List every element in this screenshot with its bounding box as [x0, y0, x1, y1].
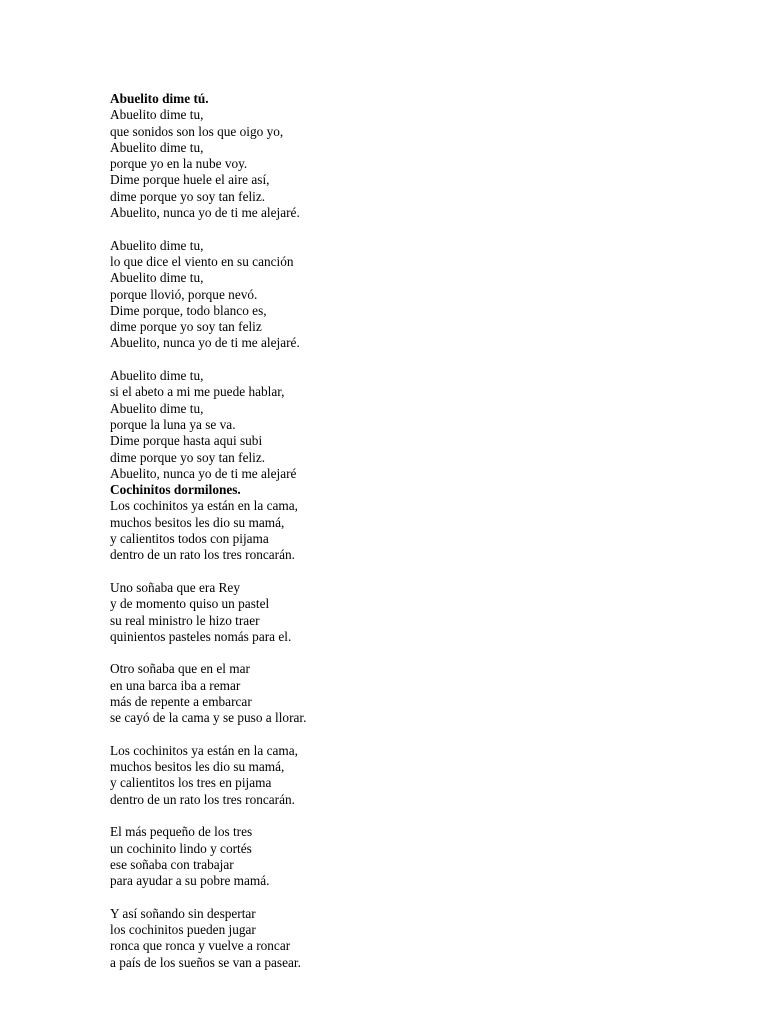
poem-line: Abuelito dime tu, — [110, 237, 204, 253]
document-page — [110, 91, 670, 971]
blank-line — [110, 727, 670, 743]
poem-line: El más pequeño de los tres — [110, 824, 253, 840]
blank-line — [110, 808, 670, 824]
poem-line: su real ministro le hizo traer — [110, 612, 260, 628]
poem-line: y calientitos los tres en pijama — [110, 775, 272, 791]
poem-line: Dime porque, todo blanco es, — [110, 302, 267, 318]
poem-line: Uno soñaba que era Rey — [110, 579, 240, 595]
poem-line: los cochinitos pueden jugar — [110, 922, 256, 938]
poem-line: ese soñaba con trabajar — [110, 856, 234, 872]
poem-line: dentro de un rato los tres roncarán. — [110, 547, 295, 563]
poem-line: Abuelito dime tu, — [110, 107, 204, 123]
poem-line: si el abeto a mi me puede hablar, — [110, 384, 285, 400]
poem-line: quinientos pasteles nomás para el. — [110, 628, 292, 644]
poem-line: Los cochinitos ya están en la cama, — [110, 742, 298, 758]
poem-line: más de repente a embarcar — [110, 693, 252, 709]
poem-line: porque la luna ya se va. — [110, 416, 236, 432]
blank-line — [110, 352, 670, 368]
poem-line: se cayó de la cama y se puso a llorar. — [110, 710, 307, 726]
poem-line: dime porque yo soy tan feliz. — [110, 449, 266, 465]
poem-line: dime porque yo soy tan feliz — [110, 319, 262, 335]
poem-line: para ayudar a su pobre mamá. — [110, 873, 270, 889]
poem-line: Dime porque huele el aire así, — [110, 172, 270, 188]
poem-line: muchos besitos les dio su mamá, — [110, 514, 285, 530]
poem-line: muchos besitos les dio su mamá, — [110, 759, 285, 775]
poem-title: Abuelito dime tú. — [110, 91, 209, 106]
poem-line: que sonidos son los que oigo yo, — [110, 123, 284, 139]
poem-line: en una barca iba a remar — [110, 677, 241, 693]
poem-line: Abuelito, nunca yo de ti me alejaré. — [110, 205, 300, 221]
poem-line: Abuelito dime tu, — [110, 368, 204, 384]
poem-line: dime porque yo soy tan feliz. — [110, 188, 266, 204]
poem-line: Abuelito, nunca yo de ti me alejaré. — [110, 335, 300, 351]
poem-line: a país de los sueños se van a pasear. — [110, 954, 301, 970]
poem-line: y de momento quiso un pastel — [110, 596, 270, 612]
poem-title: Cochinitos dormilones. — [110, 482, 241, 498]
poem-line: Otro soñaba que en el mar — [110, 661, 250, 677]
poem-line: Abuelito dime tu, — [110, 270, 204, 286]
poem-line: Abuelito dime tu, — [110, 400, 204, 416]
poem-line: Y así soñando sin despertar — [110, 905, 256, 921]
poem-line: Dime porque hasta aqui subi — [110, 433, 263, 449]
poem-line: dentro de un rato los tres roncarán. — [110, 791, 295, 807]
blank-line — [110, 645, 670, 661]
poem-line: porque llovió, porque nevó. — [110, 286, 258, 302]
blank-line — [110, 221, 670, 237]
poem-line: Abuelito, nunca yo de ti me alejaré — [110, 465, 297, 481]
poem-line: ronca que ronca y vuelve a roncar — [110, 938, 291, 954]
blank-line — [110, 564, 670, 580]
poem-line: y calientitos todos con pijama — [110, 531, 269, 547]
poem-line: Abuelito dime tu, — [110, 139, 204, 155]
blank-line — [110, 890, 670, 906]
poem-line: porque yo en la nube voy. — [110, 156, 248, 172]
poem-line: lo que dice el viento en su canción — [110, 253, 294, 269]
poem-line: un cochinito lindo y cortés — [110, 840, 252, 856]
poem-line: Los cochinitos ya están en la cama, — [110, 498, 298, 514]
